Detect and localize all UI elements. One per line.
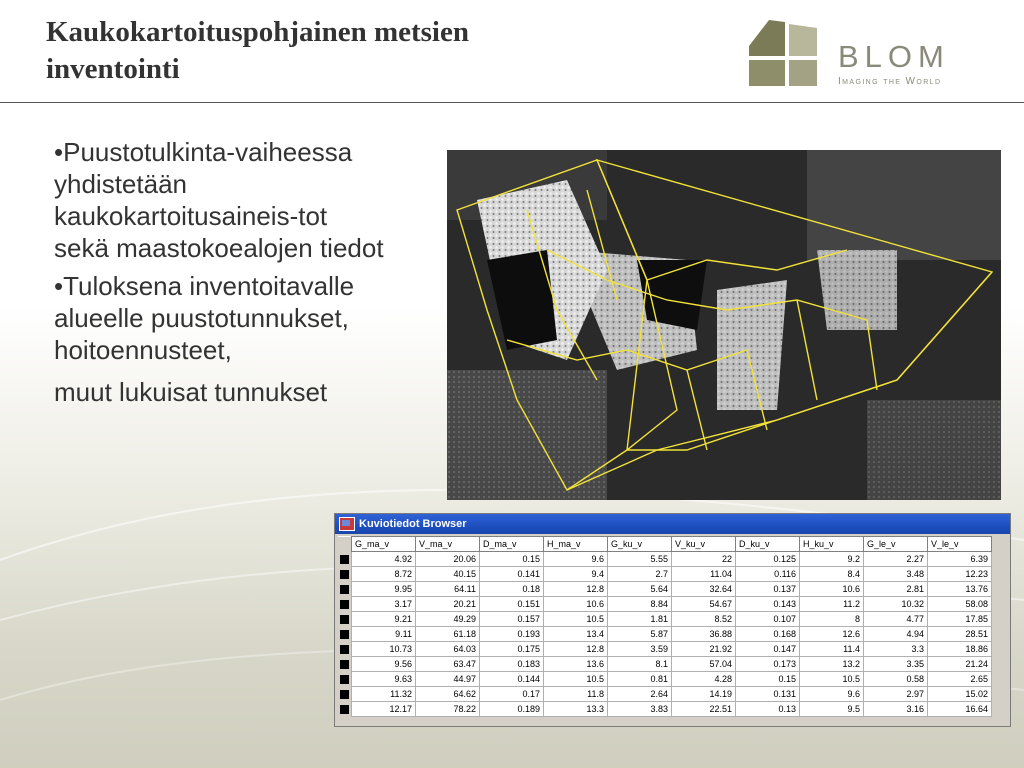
app-icon bbox=[339, 517, 355, 531]
table-row[interactable] bbox=[338, 612, 992, 627]
table-cell[interactable]: 21.24 bbox=[928, 657, 992, 672]
row-selector[interactable] bbox=[338, 702, 352, 717]
title-divider bbox=[0, 102, 1024, 103]
table-cell[interactable]: 12.8 bbox=[544, 642, 608, 657]
row-header-corner bbox=[338, 537, 352, 552]
table-cell[interactable]: 0.81 bbox=[608, 672, 672, 687]
table-cell[interactable]: 9.2 bbox=[800, 552, 864, 567]
column-header[interactable]: D_ma_v bbox=[480, 537, 544, 552]
table-cell[interactable]: 9.6 bbox=[800, 687, 864, 702]
row-selector[interactable] bbox=[338, 627, 352, 642]
table-cell[interactable]: 54.67 bbox=[672, 597, 736, 612]
table-cell[interactable]: 28.51 bbox=[928, 627, 992, 642]
data-grid bbox=[338, 536, 992, 717]
table-cell[interactable]: 22 bbox=[672, 552, 736, 567]
table-cell[interactable]: 8.72 bbox=[352, 567, 416, 582]
table-cell[interactable]: 78.22 bbox=[416, 702, 480, 717]
row-selector-icon bbox=[340, 675, 349, 684]
row-selector-icon bbox=[340, 630, 349, 639]
table-cell[interactable]: 13.6 bbox=[544, 657, 608, 672]
table-cell[interactable]: 0.58 bbox=[864, 672, 928, 687]
column-header[interactable]: H_ma_v bbox=[544, 537, 608, 552]
table-cell[interactable]: 17.85 bbox=[928, 612, 992, 627]
table-cell[interactable]: 1.81 bbox=[608, 612, 672, 627]
logo-wordmark: BLOM bbox=[838, 39, 950, 74]
table-cell[interactable]: 8.52 bbox=[672, 612, 736, 627]
bullet-item: •Puustotulkinta-vaiheessa yhdistetään kaukokartoitusaineis-tot sekä maastokoealojen tiedot bbox=[54, 137, 384, 263]
table-cell[interactable]: 32.64 bbox=[672, 582, 736, 597]
table-cell[interactable]: 0.168 bbox=[736, 627, 800, 642]
table-cell[interactable]: 8.84 bbox=[608, 597, 672, 612]
table-cell[interactable]: 0.141 bbox=[480, 567, 544, 582]
table-cell[interactable]: 20.21 bbox=[416, 597, 480, 612]
table-cell[interactable]: 0.13 bbox=[736, 702, 800, 717]
table-cell[interactable]: 0.144 bbox=[480, 672, 544, 687]
table-cell[interactable]: 18.86 bbox=[928, 642, 992, 657]
table-cell[interactable]: 8.1 bbox=[608, 657, 672, 672]
table-cell[interactable]: 10.6 bbox=[800, 582, 864, 597]
forest-stand-map bbox=[447, 150, 1001, 500]
table-cell[interactable]: 9.56 bbox=[352, 657, 416, 672]
column-header[interactable]: V_ku_v bbox=[672, 537, 736, 552]
table-cell[interactable]: 64.03 bbox=[416, 642, 480, 657]
table-cell[interactable]: 10.6 bbox=[544, 597, 608, 612]
row-selector[interactable] bbox=[338, 642, 352, 657]
table-cell[interactable]: 3.17 bbox=[352, 597, 416, 612]
row-selector[interactable] bbox=[338, 552, 352, 567]
table-cell[interactable]: 5.55 bbox=[608, 552, 672, 567]
table-row[interactable] bbox=[338, 657, 992, 672]
row-selector[interactable] bbox=[338, 672, 352, 687]
row-selector[interactable] bbox=[338, 612, 352, 627]
table-cell[interactable]: 2.7 bbox=[608, 567, 672, 582]
table-cell[interactable]: 12.8 bbox=[544, 582, 608, 597]
table-cell[interactable]: 2.97 bbox=[864, 687, 928, 702]
table-cell[interactable]: 6.39 bbox=[928, 552, 992, 567]
table-cell[interactable]: 3.48 bbox=[864, 567, 928, 582]
table-cell[interactable]: 3.3 bbox=[864, 642, 928, 657]
table-cell[interactable]: 0.147 bbox=[736, 642, 800, 657]
table-cell[interactable]: 3.83 bbox=[608, 702, 672, 717]
table-cell[interactable]: 3.16 bbox=[864, 702, 928, 717]
table-cell[interactable]: 0.131 bbox=[736, 687, 800, 702]
table-cell[interactable]: 13.4 bbox=[544, 627, 608, 642]
table-cell[interactable]: 0.107 bbox=[736, 612, 800, 627]
table-cell[interactable]: 2.81 bbox=[864, 582, 928, 597]
table-cell[interactable]: 64.62 bbox=[416, 687, 480, 702]
table-cell[interactable]: 4.92 bbox=[352, 552, 416, 567]
table-cell[interactable]: 0.175 bbox=[480, 642, 544, 657]
table-cell[interactable]: 9.11 bbox=[352, 627, 416, 642]
table-cell[interactable]: 12.23 bbox=[928, 567, 992, 582]
table-cell[interactable]: 61.18 bbox=[416, 627, 480, 642]
table-cell[interactable]: 0.183 bbox=[480, 657, 544, 672]
table-cell[interactable]: 40.15 bbox=[416, 567, 480, 582]
table-cell[interactable]: 3.59 bbox=[608, 642, 672, 657]
column-header[interactable]: G_le_v bbox=[864, 537, 928, 552]
table-cell[interactable]: 21.92 bbox=[672, 642, 736, 657]
table-cell[interactable]: 2.27 bbox=[864, 552, 928, 567]
table-cell[interactable]: 12.6 bbox=[800, 627, 864, 642]
logo-tagline: Imaging the World bbox=[838, 76, 942, 87]
table-cell[interactable]: 11.2 bbox=[800, 597, 864, 612]
table-cell[interactable]: 8.4 bbox=[800, 567, 864, 582]
table-cell[interactable]: 2.65 bbox=[928, 672, 992, 687]
row-selector-icon bbox=[340, 705, 349, 714]
table-cell[interactable]: 4.94 bbox=[864, 627, 928, 642]
table-row[interactable] bbox=[338, 597, 992, 612]
table-cell[interactable]: 64.11 bbox=[416, 582, 480, 597]
grid-body bbox=[338, 552, 992, 717]
table-cell[interactable]: 8 bbox=[800, 612, 864, 627]
table-cell[interactable]: 13.76 bbox=[928, 582, 992, 597]
row-selector-icon bbox=[340, 615, 349, 624]
table-cell[interactable]: 12.17 bbox=[352, 702, 416, 717]
bullet-list bbox=[54, 136, 384, 414]
table-cell[interactable]: 9.95 bbox=[352, 582, 416, 597]
table-cell[interactable]: 11.8 bbox=[544, 687, 608, 702]
table-cell[interactable]: 0.15 bbox=[736, 672, 800, 687]
row-selector-icon bbox=[340, 600, 349, 609]
slide-title-line1: Kaukokartoituspohjainen metsien bbox=[46, 16, 469, 48]
grid-header-row bbox=[338, 537, 992, 552]
row-selector-icon bbox=[340, 645, 349, 654]
table-cell[interactable]: 15.02 bbox=[928, 687, 992, 702]
table-cell[interactable]: 58.08 bbox=[928, 597, 992, 612]
table-cell[interactable]: 4.77 bbox=[864, 612, 928, 627]
table-cell[interactable]: 10.5 bbox=[544, 612, 608, 627]
table-row[interactable] bbox=[338, 642, 992, 657]
table-cell[interactable]: 63.47 bbox=[416, 657, 480, 672]
row-selector-icon bbox=[340, 585, 349, 594]
aerial-map-image bbox=[447, 150, 1001, 500]
row-selector[interactable] bbox=[338, 582, 352, 597]
table-row[interactable] bbox=[338, 687, 992, 702]
row-selector-icon bbox=[340, 690, 349, 699]
table-row[interactable] bbox=[338, 552, 992, 567]
table-row[interactable] bbox=[338, 702, 992, 717]
table-cell[interactable]: 2.64 bbox=[608, 687, 672, 702]
table-cell[interactable]: 10.73 bbox=[352, 642, 416, 657]
table-cell[interactable]: 9.4 bbox=[544, 567, 608, 582]
table-cell[interactable]: 11.04 bbox=[672, 567, 736, 582]
column-header[interactable]: D_ku_v bbox=[736, 537, 800, 552]
table-cell[interactable]: 0.151 bbox=[480, 597, 544, 612]
table-cell[interactable]: 16.64 bbox=[928, 702, 992, 717]
table-cell[interactable]: 9.6 bbox=[544, 552, 608, 567]
window-title: Kuviotiedot Browser bbox=[359, 518, 467, 530]
row-selector[interactable] bbox=[338, 567, 352, 582]
table-cell[interactable]: 11.4 bbox=[800, 642, 864, 657]
slide-title-line2: inventointi bbox=[46, 53, 180, 85]
table-cell[interactable]: 49.29 bbox=[416, 612, 480, 627]
bullet-item: muut lukuisat tunnukset bbox=[54, 377, 328, 407]
table-cell[interactable]: 5.87 bbox=[608, 627, 672, 642]
table-cell[interactable]: 0.137 bbox=[736, 582, 800, 597]
table-cell[interactable]: 0.143 bbox=[736, 597, 800, 612]
row-selector[interactable] bbox=[338, 657, 352, 672]
table-cell[interactable]: 44.97 bbox=[416, 672, 480, 687]
table-cell[interactable]: 9.5 bbox=[800, 702, 864, 717]
table-cell[interactable]: 0.193 bbox=[480, 627, 544, 642]
table-cell[interactable]: 13.2 bbox=[800, 657, 864, 672]
table-cell[interactable]: 0.18 bbox=[480, 582, 544, 597]
table-cell[interactable]: 0.173 bbox=[736, 657, 800, 672]
table-cell[interactable]: 0.157 bbox=[480, 612, 544, 627]
column-header[interactable]: V_ma_v bbox=[416, 537, 480, 552]
table-cell[interactable]: 11.32 bbox=[352, 687, 416, 702]
kuviotiedot-browser-window bbox=[334, 513, 1011, 727]
table-cell[interactable]: 36.88 bbox=[672, 627, 736, 642]
table-row[interactable] bbox=[338, 567, 992, 582]
window-titlebar[interactable] bbox=[335, 514, 1010, 534]
table-cell[interactable]: 20.06 bbox=[416, 552, 480, 567]
table-cell[interactable]: 3.35 bbox=[864, 657, 928, 672]
column-header[interactable]: H_ku_v bbox=[800, 537, 864, 552]
row-selector-icon bbox=[340, 570, 349, 579]
row-selector[interactable] bbox=[338, 687, 352, 702]
row-selector[interactable] bbox=[338, 597, 352, 612]
table-cell[interactable]: 0.15 bbox=[480, 552, 544, 567]
table-cell[interactable]: 22.51 bbox=[672, 702, 736, 717]
table-cell[interactable]: 5.64 bbox=[608, 582, 672, 597]
table-cell[interactable]: 10.5 bbox=[544, 672, 608, 687]
column-header[interactable]: V_le_v bbox=[928, 537, 992, 552]
table-cell[interactable]: 9.21 bbox=[352, 612, 416, 627]
table-cell[interactable]: 10.32 bbox=[864, 597, 928, 612]
table-cell[interactable]: 0.17 bbox=[480, 687, 544, 702]
table-cell[interactable]: 4.28 bbox=[672, 672, 736, 687]
column-header[interactable]: G_ma_v bbox=[352, 537, 416, 552]
table-row[interactable] bbox=[338, 627, 992, 642]
table-cell[interactable]: 57.04 bbox=[672, 657, 736, 672]
slide-title bbox=[46, 14, 666, 88]
row-selector-icon bbox=[340, 660, 349, 669]
row-selector-icon bbox=[340, 555, 349, 564]
table-cell[interactable]: 10.5 bbox=[800, 672, 864, 687]
table-cell[interactable]: 0.189 bbox=[480, 702, 544, 717]
table-cell[interactable]: 9.63 bbox=[352, 672, 416, 687]
table-cell[interactable]: 13.3 bbox=[544, 702, 608, 717]
column-header[interactable]: G_ku_v bbox=[608, 537, 672, 552]
table-cell[interactable]: 14.19 bbox=[672, 687, 736, 702]
table-row[interactable] bbox=[338, 582, 992, 597]
table-row[interactable] bbox=[338, 672, 992, 687]
bullet-item: •Tuloksena inventoitavalle alueelle puustotunnukset, hoitoennusteet, bbox=[54, 271, 355, 365]
table-cell[interactable]: 0.116 bbox=[736, 567, 800, 582]
table-cell[interactable]: 0.125 bbox=[736, 552, 800, 567]
